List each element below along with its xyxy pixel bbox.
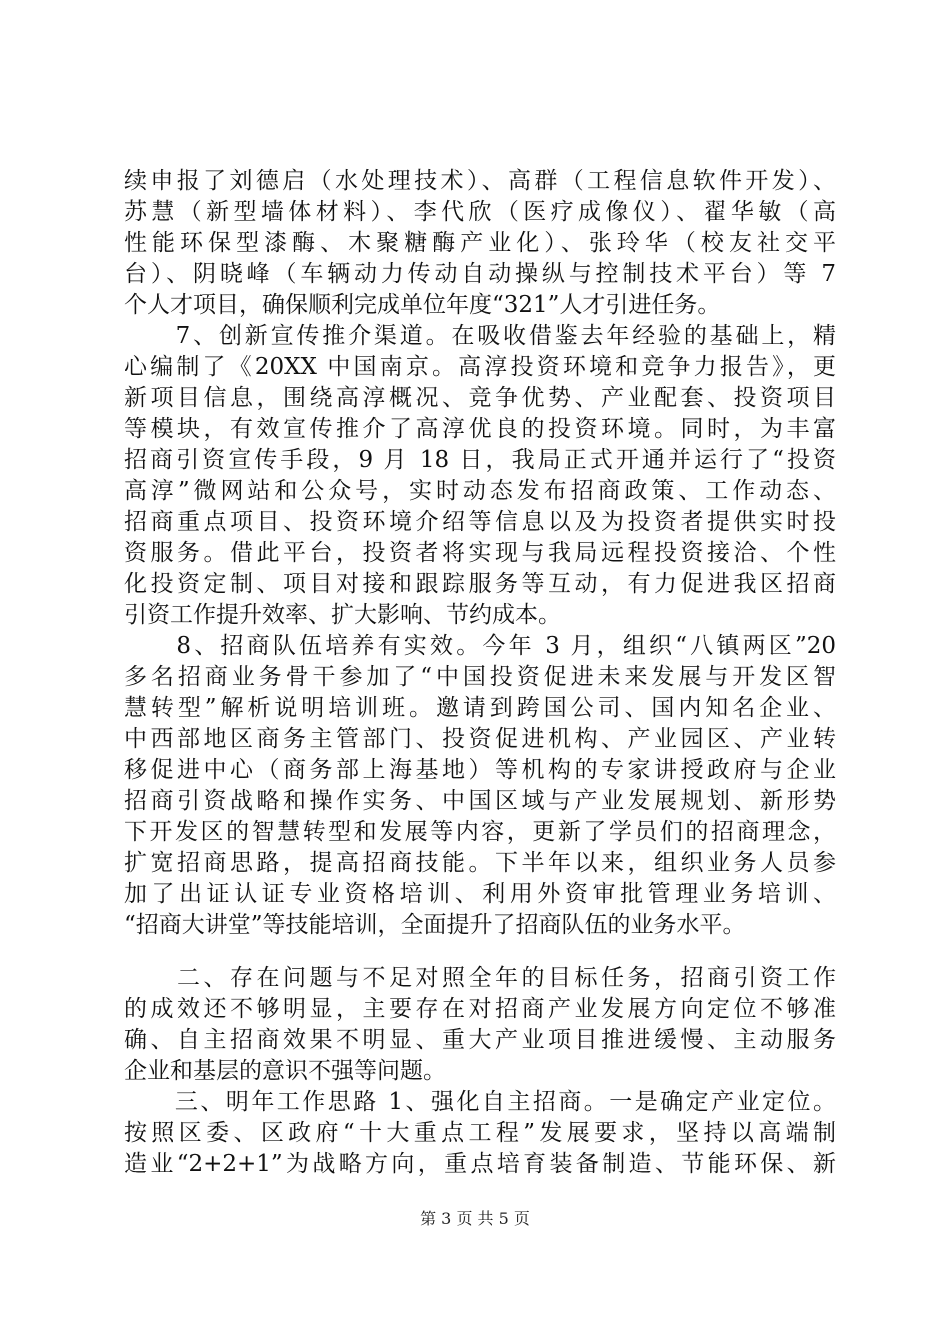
body-line: 移促进中心（商务部上海基地）等机构的专家讲授政府与企业 — [124, 757, 836, 783]
body-line: 确、自主招商效果不明显、重大产业项目推进缓慢、主动服务 — [124, 1027, 836, 1053]
body-line: 续申报了刘德启（水处理技术）、高群（工程信息软件开发）、 — [124, 168, 836, 194]
body-line: 招商引资战略和操作实务、中国区域与产业发展规划、新形势 — [124, 788, 836, 814]
body-line: 加了出证认证专业资格培训、利用外资审批管理业务培训、 — [124, 881, 836, 907]
body-line: 高淳”微网站和公众号，实时动态发布招商政策、工作动态、 — [124, 478, 836, 504]
body-line: 慧转型”解析说明培训班。邀请到跨国公司、国内知名企业、 — [124, 695, 836, 721]
page-number-footer: 第 3 页 共 5 页 — [420, 1209, 530, 1228]
body-line: 三、明年工作思路 1、强化自主招商。一是确定产业定位。 — [124, 1089, 836, 1115]
body-line: 化投资定制、项目对接和跟踪服务等互动，有力促进我区招商 — [124, 571, 836, 597]
body-line: 心编制了《20XX 中国南京。高淳投资环境和竞争力报告》，更 — [124, 354, 836, 380]
body-line: 招商重点项目、投资环境介绍等信息以及为投资者提供实时投 — [124, 509, 836, 535]
body-line: 个人才项目，确保顺利完成单位年度“321”人才引进任务。 — [124, 292, 721, 318]
body-line: 二、存在问题与不足对照全年的目标任务，招商引资工作 — [124, 965, 836, 991]
body-line: “招商大讲堂”等技能培训，全面提升了招商队伍的业务水平。 — [124, 912, 746, 938]
body-line: 等模块，有效宣传推介了高淳优良的投资环境。同时，为丰富 — [124, 416, 836, 442]
body-line: 苏慧（新型墙体材料）、李代欣（医疗成像仪）、翟华敏（高 — [124, 199, 836, 225]
body-line: 扩宽招商思路，提高招商技能。下半年以来，组织业务人员参 — [124, 850, 836, 876]
body-line: 招商引资宣传手段，9 月 18 日，我局正式开通并运行了“投资 — [124, 447, 836, 473]
body-line: 中西部地区商务主管部门、投资促进机构、产业园区、产业转 — [124, 726, 836, 752]
body-line: 下开发区的智慧转型和发展等内容，更新了学员们的招商理念， — [124, 819, 836, 845]
body-line: 台）、阴晓峰（车辆动力传动自动操纵与控制技术平台）等 7 — [124, 261, 836, 287]
body-line: 多名招商业务骨干参加了“中国投资促进未来发展与开发区智 — [124, 664, 836, 690]
body-line: 的成效还不够明显，主要存在对招商产业发展方向定位不够准 — [124, 996, 836, 1022]
body-line: 按照区委、区政府“十大重点工程”发展要求，坚持以高端制 — [124, 1120, 836, 1146]
body-line: 性能环保型漆酶、木聚糖酶产业化）、张玲华（校友社交平 — [124, 230, 836, 256]
body-line: 新项目信息，围绕高淳概况、竞争优势、产业配套、投资项目 — [124, 385, 836, 411]
body-line: 8、招商队伍培养有实效。今年 3 月，组织“八镇两区”20 — [124, 633, 836, 659]
body-line: 7、创新宣传推介渠道。在吸收借鉴去年经验的基础上，精 — [124, 323, 836, 349]
body-line: 引资工作提升效率、扩大影响、节约成本。 — [124, 602, 561, 628]
body-line: 企业和基层的意识不强等问题。 — [124, 1058, 446, 1084]
body-line: 资服务。借此平台，投资者将实现与我局远程投资接洽、个性 — [124, 540, 836, 566]
body-line: 造业“2+2+1”为战略方向，重点培育装备制造、节能环保、新 — [124, 1151, 836, 1177]
